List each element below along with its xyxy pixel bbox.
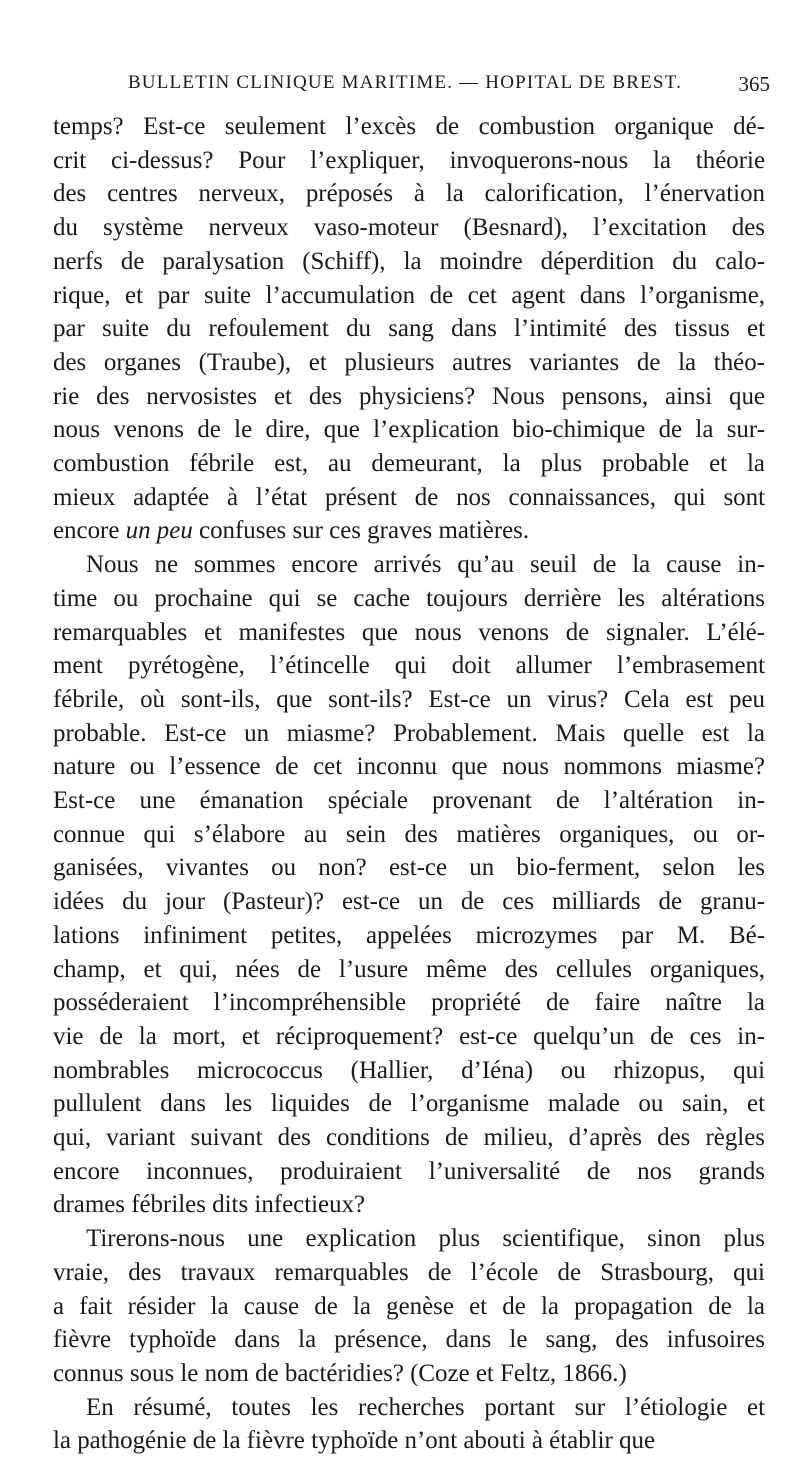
text-line: posséderaient l’incompréhensible propriété de faire naître la (53, 989, 765, 1017)
paragraph-start: Tirerons-nous une explication plus scientifique, sinon plus (86, 1225, 765, 1253)
text-line: vie de la mort, et réciproquement? est-ce quelqu’un de ces in- (53, 1022, 765, 1050)
text-line: probable. Est-ce un miasme? Probablement. Mais quelle est la (53, 719, 765, 747)
text-line: nerfs de paralysation (Schiff), la moindre déperdition du calo- (53, 247, 765, 275)
text-line: nature ou l’essence de cet inconnu que nous nommons miasme? (53, 753, 765, 781)
text-line: idées du jour (Pasteur)? est-ce un de ces milliards de granu- (53, 888, 765, 916)
text-line: mieux adaptée à l’état présent de nos connaissances, qui sont (53, 483, 765, 511)
text-line: temps? Est-ce seulement l’excès de combustion organique dé- (53, 113, 765, 140)
text-line: lations infiniment petites, appelées microzymes par M. Bé- (53, 921, 765, 949)
text-line: ment pyrétogène, l’étincelle qui doit allumer l’embrasement (53, 652, 765, 680)
page-number: 365 (738, 72, 770, 96)
text-line: fièvre typhoïde dans la présence, dans le sang, des infusoires (53, 1326, 765, 1354)
text-line: encore inconnues, produiraient l’universalité de nos grands (53, 1157, 765, 1185)
text-line: nous venons de le dire, que l’explication bio-chimique de la sur- (53, 416, 765, 444)
text-line: encore un peu confuses sur ces graves matières. (53, 517, 530, 545)
text-line: vraie, des travaux remarquables de l’école de Strasbourg, qui (53, 1258, 765, 1286)
text-line: a fait résider la cause de la genèse et de la propagation de la (53, 1292, 765, 1320)
paragraph-start: Nous ne sommes encore arrivés qu’au seuil de la cause in- (86, 551, 765, 579)
text-line: qui, variant suivant des conditions de milieu, d’après des règles (53, 1124, 765, 1151)
text-line: du système nerveux vaso-moteur (Besnard), l’excitation des (53, 214, 765, 242)
text-line: Est-ce une émanation spéciale provenant de l’altération in- (53, 787, 765, 814)
text-line: fébrile, où sont-ils, que sont-ils? Est-ce un virus? Cela est peu (53, 685, 765, 713)
text-line: connus sous le nom de bactéridies? (Coze et Feltz, 1866.) (53, 1359, 627, 1387)
paragraph-start: En résumé, toutes les recherches portant sur l’étiologie et (86, 1393, 765, 1421)
text-line: la pathogénie de la fièvre typhoïde n’ont abouti à établir que (53, 1427, 656, 1455)
text-line: drames fébriles dits infectieux? (53, 1191, 366, 1219)
text-line: remarquables et manifestes que nous venons de signaler. L’élé- (53, 618, 765, 646)
running-head-title: BULLETIN CLINIQUE MARITIME. — HOPITAL DE BREST. (127, 72, 683, 93)
text-line: pullulent dans les liquides de l’organisme malade ou sain, et (53, 1090, 765, 1118)
text-line: des organes (Traube), et plusieurs autres variantes de la théo- (53, 348, 765, 376)
text-line: rique, et par suite l’accumulation de cet agent dans l’organisme, (53, 281, 765, 309)
text-line: nombrables micrococcus (Hallier, d’Iéna) ou rhizopus, qui (53, 1056, 765, 1084)
text-line: time ou prochaine qui se cache toujours derrière les altérations (53, 584, 765, 612)
text-line: combustion fébrile est, au demeurant, la plus probable et la (53, 450, 765, 477)
text-line: rie des nervosistes et des physiciens? Nous pensons, ainsi que (53, 382, 765, 410)
text-line: des centres nerveux, préposés à la calorification, l’énervation (53, 180, 765, 208)
italic-phrase: un peu (125, 517, 193, 545)
text-line: champ, et qui, nées de l’usure même des cellules organiques, (53, 955, 765, 983)
text-line: par suite du refoulement du sang dans l’intimité des tissus et (53, 315, 765, 343)
text-line: connue qui s’élabore au sein des matières organiques, ou or- (53, 820, 765, 848)
text-line: ganisées, vivantes ou non? est-ce un bio-ferment, selon les (53, 854, 765, 882)
text-line: crit ci-dessus? Pour l’expliquer, invoquerons-nous la théorie (53, 146, 765, 174)
